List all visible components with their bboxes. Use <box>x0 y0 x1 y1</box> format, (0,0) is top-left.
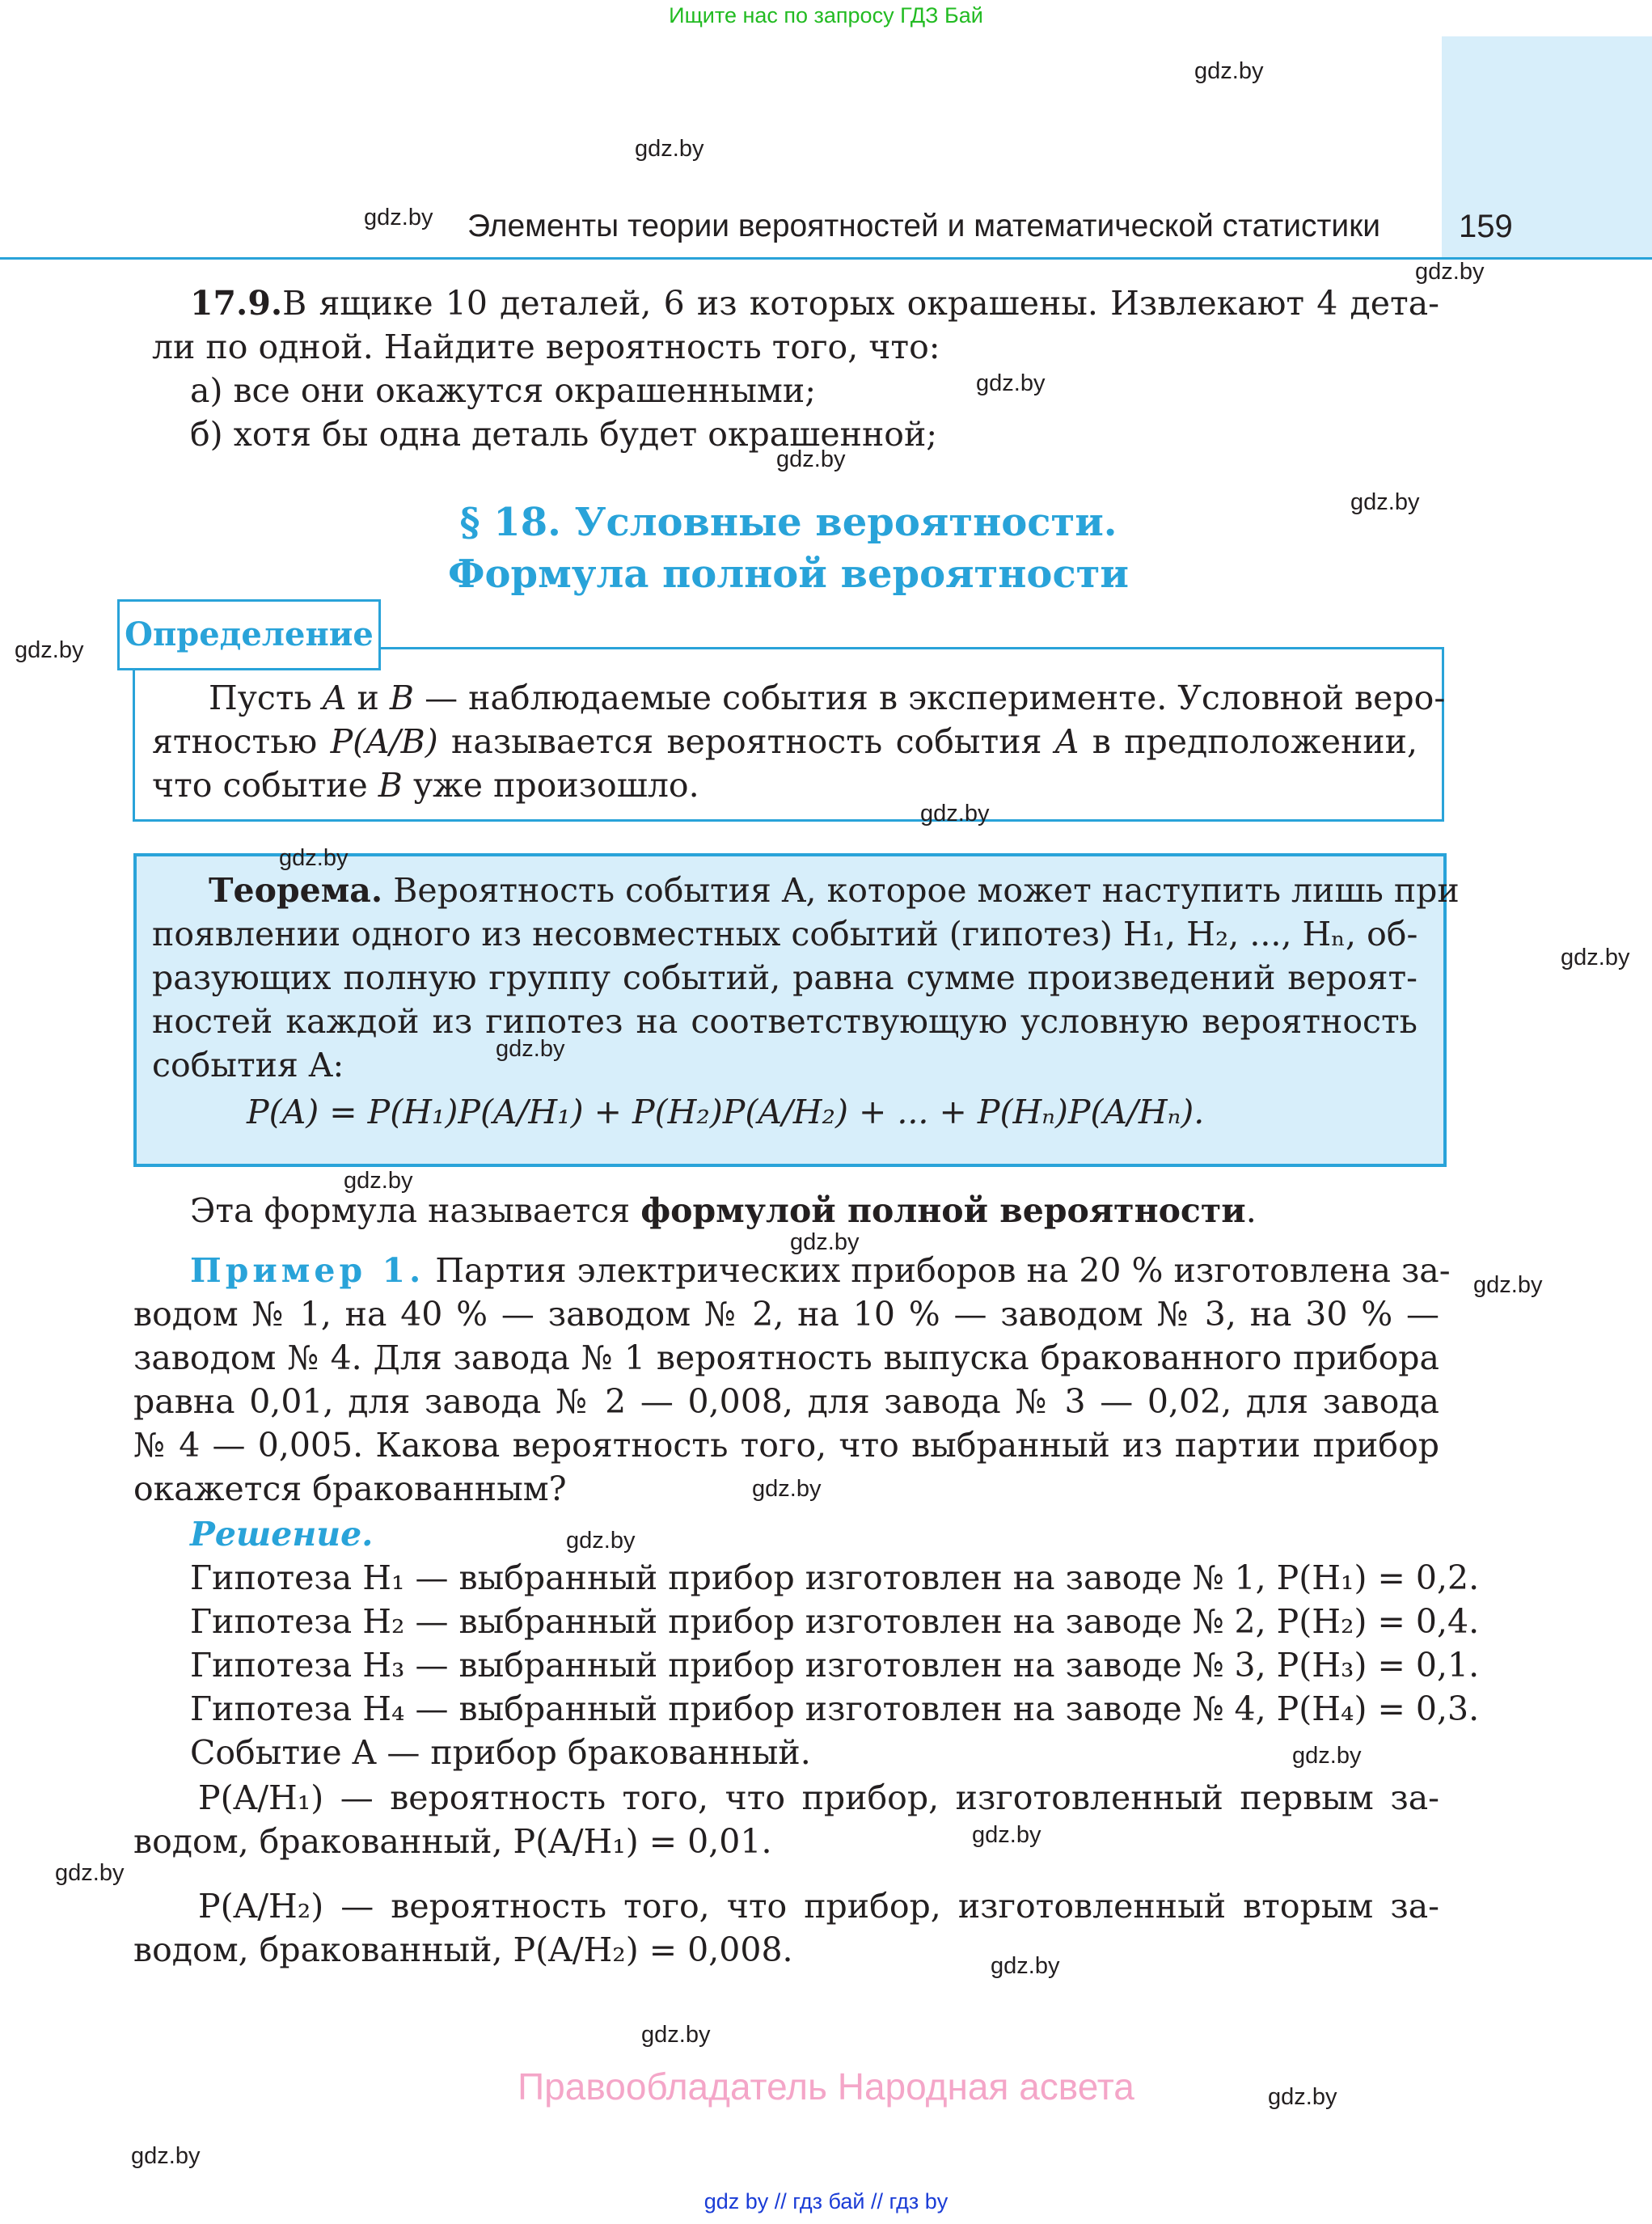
theorem-line: Теорема. Вероятность события A, которое может наступить лишь при <box>209 871 1460 910</box>
section-title: § 18. Условные вероятности. <box>459 500 1118 545</box>
example-line: № 4 — 0,005. Какова вероятность того, что выбранный из партии прибор <box>133 1426 1439 1465</box>
watermark: gdz.by <box>991 1953 1060 1979</box>
watermark: gdz.by <box>55 1860 125 1886</box>
total-probability-formula: P(A) = P(H₁)P(A/H₁) + P(H₂)P(A/H₂) + ... + P(Hₙ)P(A/Hₙ). <box>247 1093 1205 1131</box>
definition-line: что событие B уже произошло. <box>152 766 699 805</box>
exercise-line: ли по одной. Найдите вероятность того, что: <box>152 328 940 366</box>
exercise-item-a: а) все они окажутся окрашенными; <box>190 371 817 410</box>
hypothesis-1: Гипотеза H₁ — выбранный прибор изготовлен на заводе № 1, P(H₁) = 0,2. <box>190 1558 1480 1597</box>
event-a: Событие A — прибор бракованный. <box>190 1733 811 1772</box>
watermark: gdz.by <box>920 801 990 827</box>
definition-label: Определение <box>117 599 381 670</box>
hypothesis-3: Гипотеза H₃ — выбранный прибор изготовлен на заводе № 3, P(H₃) = 0,1. <box>190 1646 1480 1685</box>
exercise-line: 17.9.В ящике 10 деталей, 6 из которых окрашены. Извлекают 4 дета- <box>190 284 1439 323</box>
conditional-probability-line: P(A/H₂) — вероятность того, что прибор, изготовленный вторым за- <box>198 1887 1439 1926</box>
watermark: gdz.by <box>1350 489 1420 515</box>
watermark: gdz.by <box>1268 2084 1337 2110</box>
watermark: gdz.by <box>364 205 433 230</box>
example-line: заводом № 4. Для завода № 1 вероятность выпуска бракованного прибора <box>133 1338 1439 1377</box>
conditional-probability-line: водом, бракованный, P(A/H₁) = 0,01. <box>133 1822 772 1861</box>
conditional-probability-line: водом, бракованный, P(A/H₂) = 0,008. <box>133 1930 793 1969</box>
example-line: окажется бракованным? <box>133 1469 567 1508</box>
watermark: gdz.by <box>344 1168 413 1194</box>
definition-line: Пусть A и B — наблюдаемые события в эксперименте. Условной веро- <box>209 679 1446 717</box>
example-line: равна 0,01, для завода № 2 — 0,008, для завода № 3 — 0,02, для завода <box>133 1382 1439 1421</box>
watermark: gdz.by <box>641 2022 711 2048</box>
watermark: gdz.by <box>1561 945 1630 970</box>
watermark: gdz.by <box>635 136 704 162</box>
watermark: gdz.by <box>1473 1272 1543 1298</box>
header-rule <box>0 257 1652 260</box>
theorem-label: Теорема. <box>209 871 383 910</box>
theorem-line: ностей каждой из гипотез на соответствующую условную вероятность <box>152 1002 1418 1041</box>
watermark: gdz.by <box>131 2143 201 2169</box>
watermark: gdz.by <box>566 1528 636 1554</box>
bottom-links[interactable]: gdz by // гдз бай // гдз by <box>703 2189 949 2213</box>
watermark: gdz.by <box>752 1476 822 1502</box>
page-number: 159 <box>1459 209 1513 244</box>
watermark: gdz.by <box>976 370 1046 396</box>
hypothesis-2: Гипотеза H₂ — выбранный прибор изготовлен на заводе № 2, P(H₂) = 0,4. <box>190 1602 1480 1641</box>
watermark: gdz.by <box>972 1822 1041 1848</box>
section-subtitle: Формула полной вероятности <box>447 552 1130 597</box>
watermark: gdz.by <box>496 1036 565 1062</box>
watermark: gdz.by <box>776 446 846 472</box>
example-line: Пример 1. Партия электрических приборов на 20 % изготовлена за- <box>190 1251 1451 1290</box>
watermark: gdz.by <box>1415 259 1485 285</box>
watermark: gdz.by <box>279 845 349 871</box>
example-label: Пример 1. <box>190 1251 425 1290</box>
theorem-line: появлении одного из несовместных событий (гипотез) H₁, H₂, ..., Hₙ, об- <box>152 915 1418 953</box>
definition-line: ятностью P(A/B) называется вероятность события A в предположении, <box>152 722 1418 761</box>
formula-note: Эта формула называется формулой полной вероятности. <box>190 1191 1257 1230</box>
watermark: gdz.by <box>15 637 84 663</box>
watermark: gdz.by <box>1194 58 1264 84</box>
hypothesis-4: Гипотеза H₄ — выбранный прибор изготовлен на заводе № 4, P(H₄) = 0,3. <box>190 1689 1480 1728</box>
watermark: gdz.by <box>790 1229 860 1255</box>
solution-label: Решение. <box>190 1515 374 1554</box>
exercise-item-b: б) хотя бы одна деталь будет окрашенной; <box>190 415 938 454</box>
running-head: Элементы теории вероятностей и математической статистики <box>467 209 1381 243</box>
top-banner[interactable]: Ищите нас по запросу ГДЗ Бай <box>669 3 983 27</box>
watermark: gdz.by <box>1292 1743 1362 1769</box>
theorem-line: события A: <box>152 1046 344 1085</box>
conditional-probability-line: P(A/H₁) — вероятность того, что прибор, изготовленный первым за- <box>198 1778 1439 1817</box>
example-line: водом № 1, на 40 % — заводом № 2, на 10 % — заводом № 3, на 30 % — <box>133 1295 1439 1334</box>
exercise-number: 17.9. <box>190 284 283 323</box>
copyright-notice: Правообладатель Народная асвета <box>518 2065 1134 2108</box>
theorem-line: разующих полную группу событий, равна сумме произведений вероят- <box>152 958 1418 997</box>
